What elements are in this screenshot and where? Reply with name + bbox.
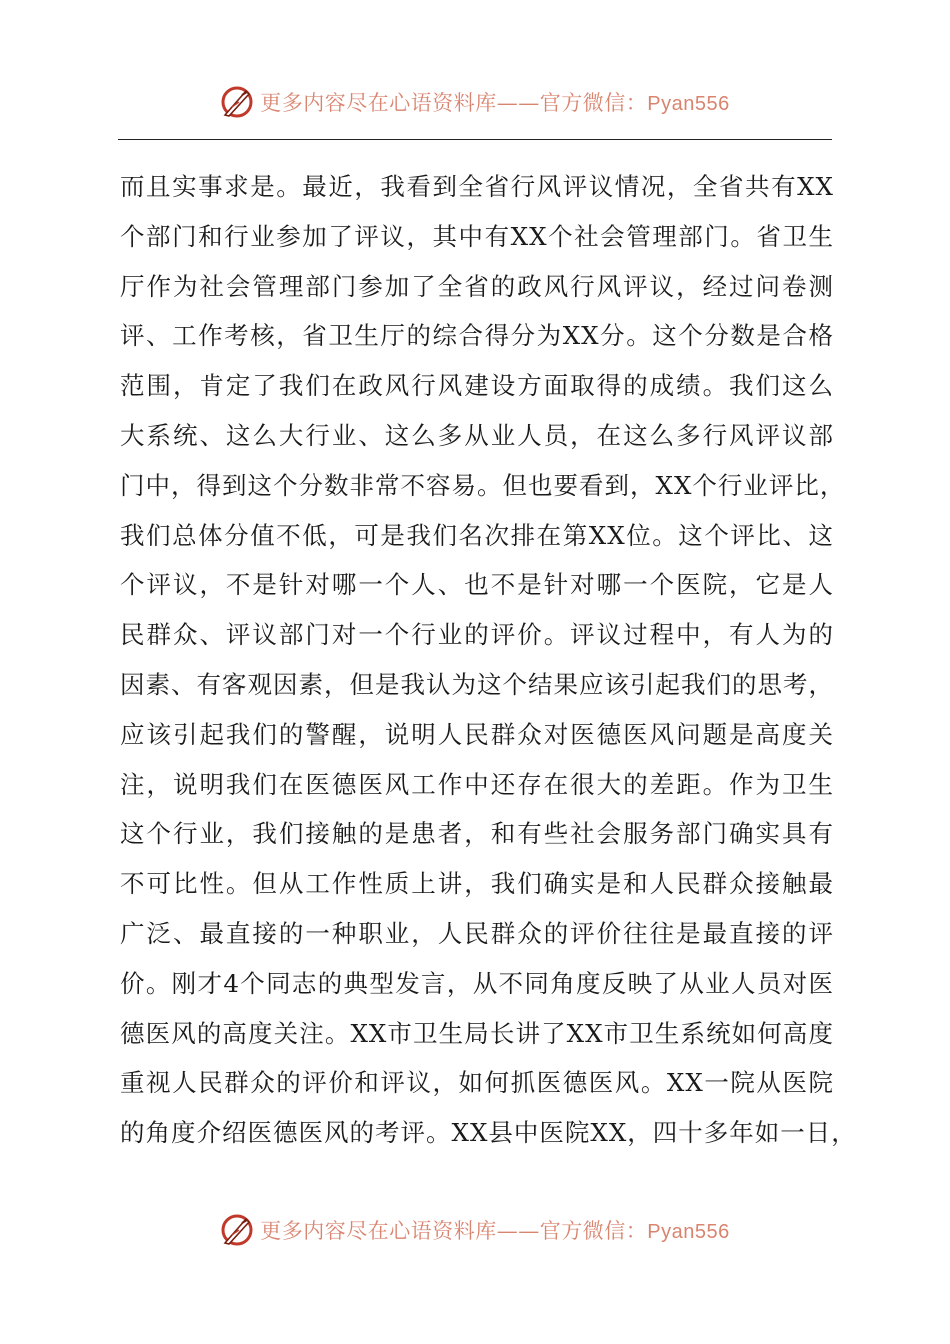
body-line: 民群众、评议部门对一个行业的评价。评议过程中，有人为的 [120, 620, 834, 650]
header-rule [118, 139, 832, 140]
header-banner-separator: —— [496, 91, 540, 115]
body-line: 注，说明我们在医德医风工作中还存在很大的差距。作为卫生 [120, 769, 834, 799]
footer-banner-wechat-id: Pyan556 [647, 1221, 730, 1243]
header-banner-wechat-id: Pyan556 [647, 93, 730, 115]
body-line: 因素、有客观因素，但是我认为这个结果应该引起我们的思考， [120, 669, 834, 699]
body-line: 个评议，不是针对哪一个人、也不是针对哪一个医院，它是人 [120, 570, 834, 600]
footer-banner-wechat-label: 官方微信： [539, 1219, 648, 1243]
body-line: 这个行业，我们接触的是患者，和有些社会服务部门确实具有 [120, 819, 834, 849]
body-line: 不可比性。但从工作性质上讲，我们确实是和人民群众接触最 [120, 869, 834, 899]
footer-banner-separator: —— [496, 1219, 540, 1243]
quill-logo-icon [220, 85, 254, 119]
body-line: 范围，肯定了我们在政风行风建设方面取得的成绩。我们这么 [120, 371, 834, 401]
footer-banner [0, 1208, 950, 1252]
header-banner-wechat-label: 官方微信： [539, 91, 648, 115]
body-line: 大系统、这么大行业、这么多从业人员，在这么多行风评议部 [120, 420, 834, 450]
quill-logo-icon [220, 1213, 254, 1247]
body-line: 个部门和行业参加了评议，其中有XX个社会管理部门。省卫生 [120, 221, 834, 251]
header-banner-main: 更多内容尽在心语资料库 [260, 91, 497, 115]
header-banner-text [260, 87, 729, 117]
header-banner [0, 80, 950, 124]
body-line: 我们总体分值不低，可是我们名次排在第XX位。这个评比、这 [120, 520, 834, 550]
body-line: 德医风的高度关注。XX市卫生局长讲了XX市卫生系统如何高度 [120, 1018, 834, 1048]
footer-banner-main: 更多内容尽在心语资料库 [260, 1219, 497, 1243]
body-line: 厅作为社会管理部门参加了全省的政风行风评议，经过问卷测 [120, 271, 834, 301]
body-line: 评、工作考核，省卫生厅的综合得分为XX分。这个分数是合格 [120, 321, 834, 351]
document-body [120, 162, 857, 1158]
body-line: 门中，得到这个分数非常不容易。但也要看到，XX个行业评比， [120, 470, 846, 500]
body-line: 而且实事求是。最近，我看到全省行风评议情况，全省共有XX [120, 172, 834, 201]
body-line: 价。刚才4个同志的典型发言，从不同角度反映了从业人员对医 [120, 968, 834, 998]
footer-banner-text [260, 1215, 729, 1245]
body-line: 的角度介绍医德医风的考评。XX县中医院XX，四十多年如一日， [120, 1118, 857, 1148]
body-line: 重视人民群众的评价和评议，如何抓医德医风。XX一院从医院 [120, 1068, 834, 1098]
body-line: 广泛、最直接的一种职业，人民群众的评价往往是最直接的评 [120, 918, 834, 948]
body-line: 应该引起我们的警醒，说明人民群众对医德医风问题是高度关 [120, 719, 834, 749]
